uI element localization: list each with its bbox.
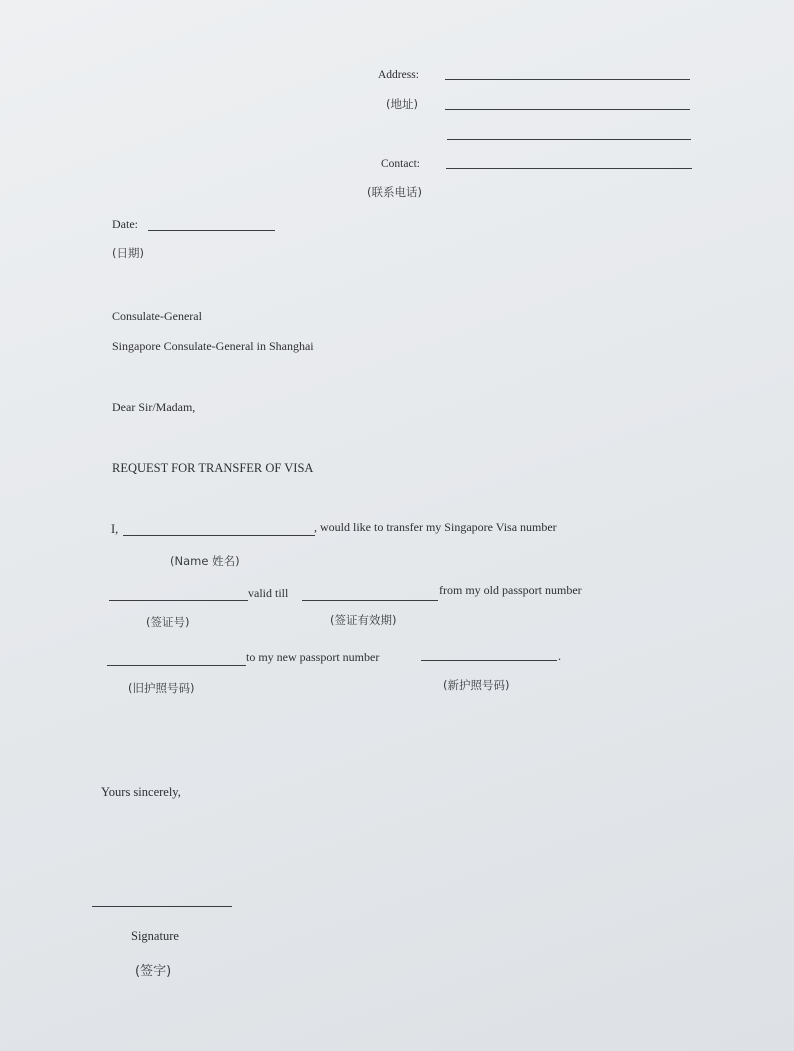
date-label: Date: bbox=[112, 217, 138, 231]
body-row2-from: from my old passport number bbox=[439, 583, 582, 597]
signature-label: Signature bbox=[131, 929, 179, 943]
visa-validity-cn-label: (签证有效期) bbox=[330, 613, 397, 627]
new-passport-cn-label: (新护照号码) bbox=[443, 678, 510, 692]
name-cn-label: (Name 姓名) bbox=[170, 554, 240, 568]
closing: Yours sincerely, bbox=[101, 785, 181, 799]
address-line-2[interactable] bbox=[445, 109, 690, 110]
recipient-line-1: Consulate-General bbox=[112, 309, 202, 323]
date-cn-label: (日期) bbox=[112, 246, 144, 260]
old-passport-line[interactable] bbox=[107, 665, 246, 666]
visa-number-cn-label: (签证号) bbox=[146, 615, 190, 629]
body-row1-prefix: I, bbox=[111, 522, 119, 536]
body-row3-text: to my new passport number bbox=[246, 650, 380, 664]
address-cn-label: (地址) bbox=[386, 97, 418, 111]
contact-label: Contact: bbox=[381, 158, 420, 170]
date-line[interactable] bbox=[148, 230, 275, 231]
subject-line: REQUEST FOR TRANSFER OF VISA bbox=[112, 461, 314, 475]
body-row1-text: , would like to transfer my Singapore Visa number bbox=[314, 520, 557, 534]
address-line-3[interactable] bbox=[447, 139, 691, 140]
recipient-line-2: Singapore Consulate-General in Shanghai bbox=[112, 339, 314, 353]
signature-cn-label: (签字) bbox=[135, 964, 172, 979]
new-passport-line[interactable] bbox=[421, 660, 557, 661]
name-field-line[interactable] bbox=[123, 535, 315, 536]
address-label: Address: bbox=[378, 69, 419, 81]
body-row3-end: . bbox=[558, 649, 562, 663]
body-row2-valid: valid till bbox=[248, 586, 289, 600]
visa-validity-line[interactable] bbox=[302, 600, 438, 601]
old-passport-cn-label: (旧护照号码) bbox=[128, 681, 195, 695]
address-line-1[interactable] bbox=[445, 79, 690, 80]
signature-line[interactable] bbox=[92, 906, 232, 907]
contact-cn-label: (联系电话) bbox=[367, 185, 422, 199]
visa-number-line[interactable] bbox=[109, 600, 248, 601]
contact-line[interactable] bbox=[446, 168, 692, 169]
salutation: Dear Sir/Madam, bbox=[112, 400, 196, 414]
